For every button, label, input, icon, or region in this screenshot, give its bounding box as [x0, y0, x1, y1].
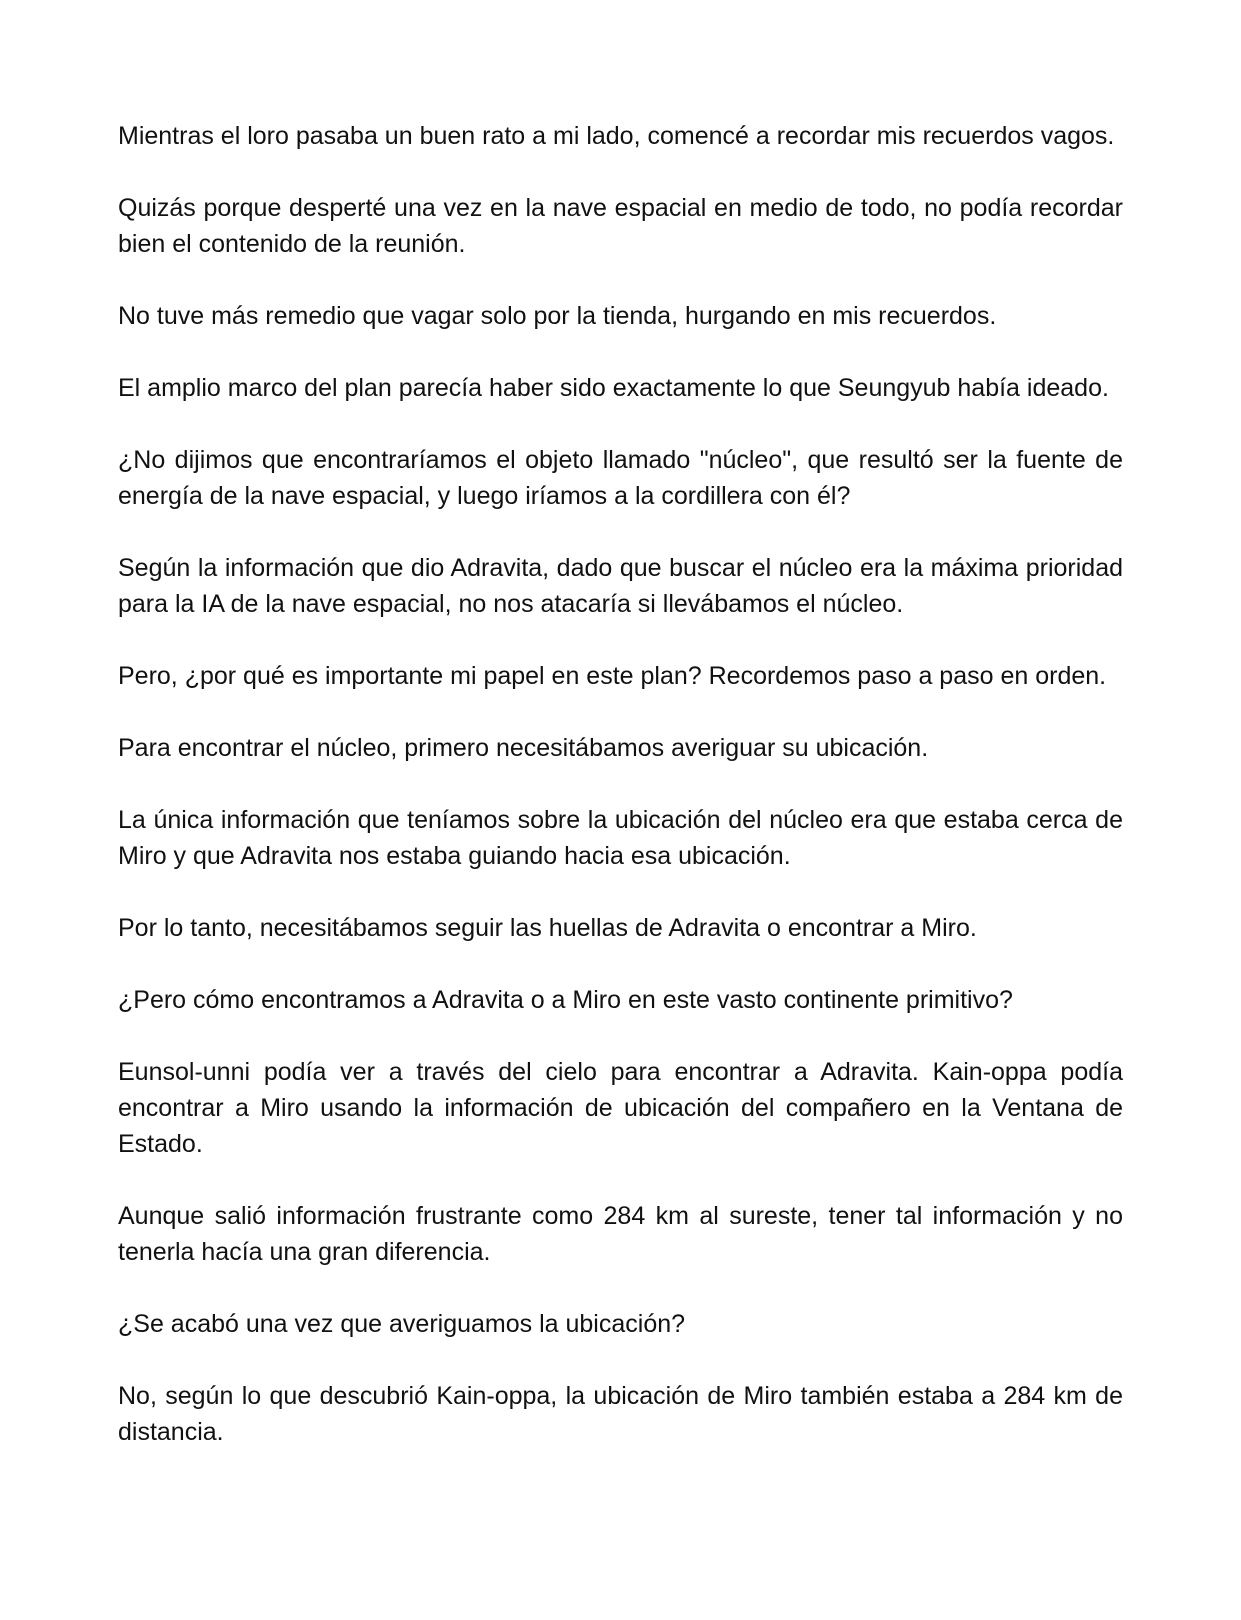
paragraph-4: El amplio marco del plan parecía haber sido exactamente lo que Seungyub había ideado. — [118, 374, 1109, 402]
paragraph-11: ¿Pero cómo encontramos a Adravita o a Miro en este vasto continente primitivo? — [118, 986, 1013, 1014]
paragraph-12: Eunsol-unni podía ver a través del cielo para encontrar a Adravita. Kain-oppa podía encontrar a Miro usando la información de ubicación del compañero en la Ventana de Estado. — [118, 1058, 1123, 1158]
paragraph-13: Aunque salió información frustrante como 284 km al sureste, tener tal información y no tenerla hacía una gran diferencia. — [118, 1202, 1123, 1266]
paragraph-10: Por lo tanto, necesitábamos seguir las huellas de Adravita o encontrar a Miro. — [118, 914, 977, 942]
paragraph-1: Mientras el loro pasaba un buen rato a mi lado, comencé a recordar mis recuerdos vagos. — [118, 122, 1115, 150]
paragraph-5: ¿No dijimos que encontraríamos el objeto llamado "núcleo", que resultó ser la fuente de energía de la nave espacial, y luego iríamos a la cordillera con él? — [118, 446, 1123, 510]
paragraph-7: Pero, ¿por qué es importante mi papel en este plan? Recordemos paso a paso en orden. — [118, 662, 1107, 690]
paragraph-15: No, según lo que descubrió Kain-oppa, la ubicación de Miro también estaba a 284 km de distancia. — [118, 1382, 1123, 1446]
paragraph-8: Para encontrar el núcleo, primero necesitábamos averiguar su ubicación. — [118, 734, 929, 762]
paragraph-6: Según la información que dio Adravita, dado que buscar el núcleo era la máxima prioridad para la IA de la nave espacial, no nos atacaría si llevábamos el núcleo. — [118, 554, 1123, 618]
paragraph-2: Quizás porque desperté una vez en la nave espacial en medio de todo, no podía recordar bien el contenido de la reunión. — [118, 194, 1123, 258]
paragraph-3: No tuve más remedio que vagar solo por la tienda, hurgando en mis recuerdos. — [118, 302, 997, 330]
paragraph-14: ¿Se acabó una vez que averiguamos la ubicación? — [118, 1310, 686, 1338]
document-body — [118, 118, 1123, 1486]
paragraph-9: La única información que teníamos sobre la ubicación del núcleo era que estaba cerca de Miro y que Adravita nos estaba guiando hacia esa ubicación. — [118, 806, 1123, 870]
